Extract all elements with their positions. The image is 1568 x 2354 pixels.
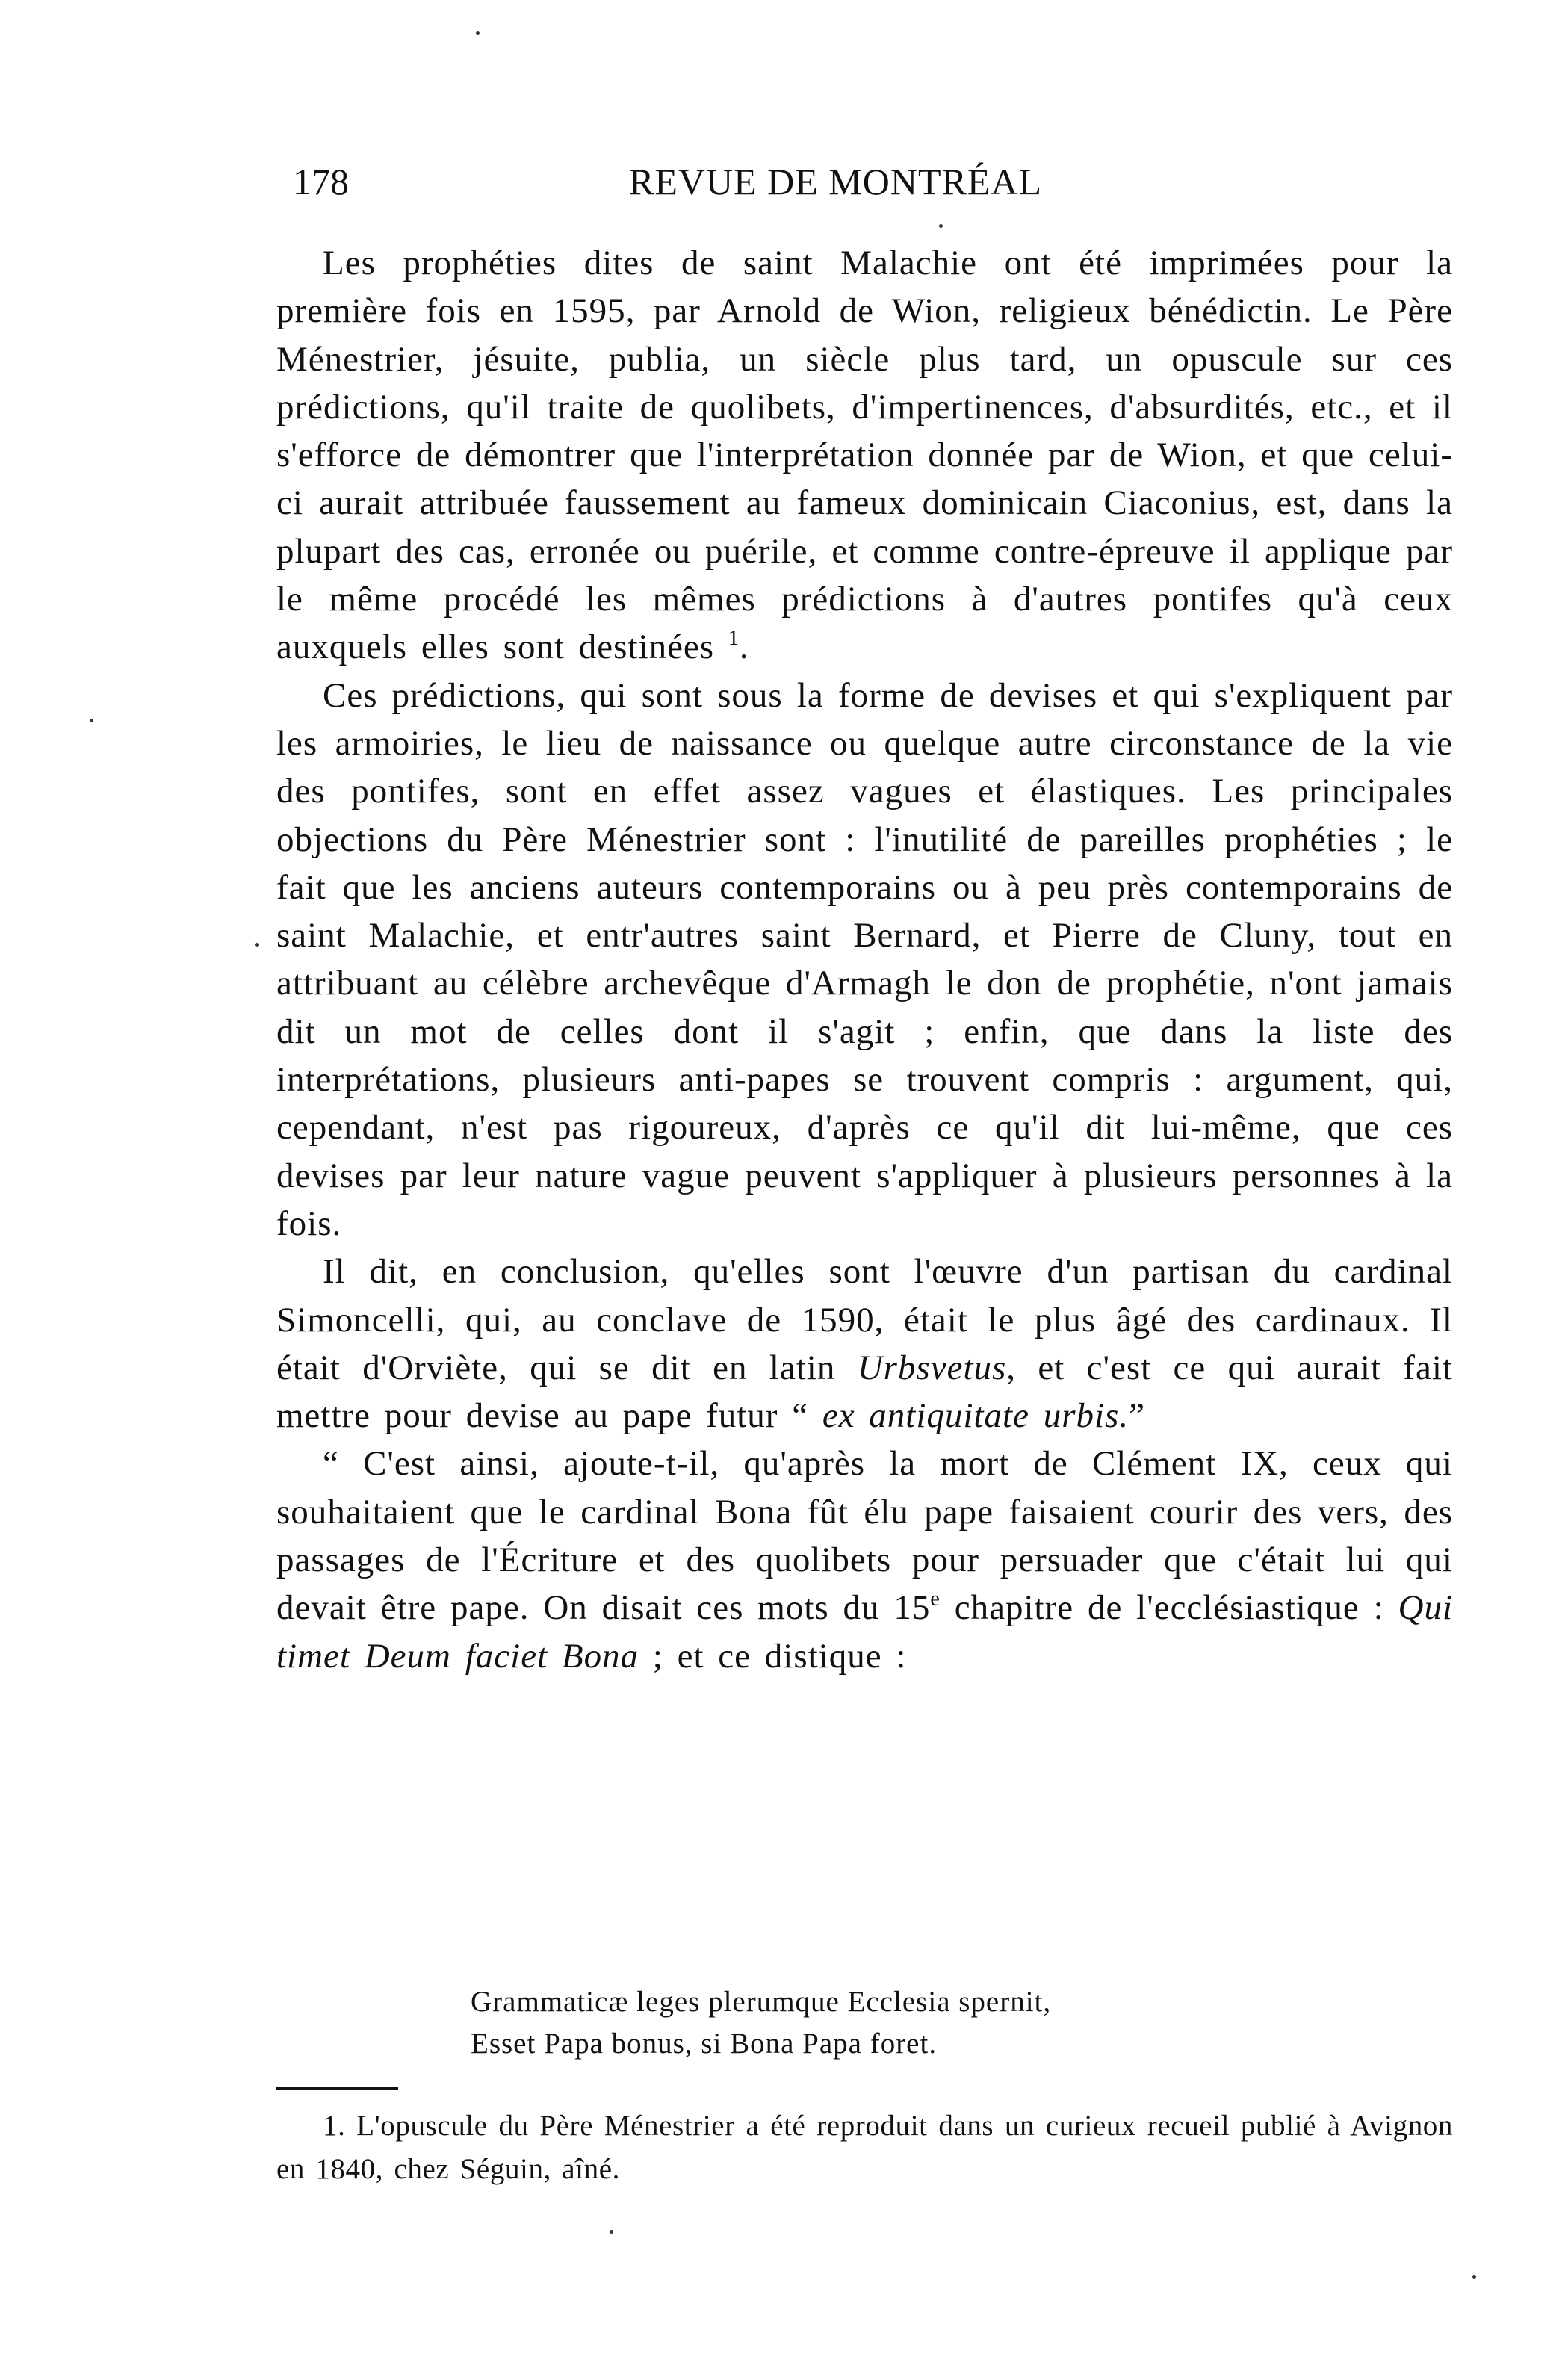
latin-device: ex antiquitate urbis.: [822, 1396, 1129, 1436]
paragraph-2: [276, 672, 1453, 1248]
verse-line-1: Grammaticæ leges plerumque Ecclesia spernit,: [471, 1986, 1052, 2018]
latin-term-urbsvetus: Urbsvetus: [857, 1348, 1007, 1387]
paragraph-3-text-after: ”: [1129, 1396, 1145, 1436]
paragraph-1-end: .: [739, 628, 749, 667]
page-header: [293, 155, 1144, 208]
paragraph-4-text-before: “ C'est ainsi, ajoute-t-il, qu'après la mort de Clément IX, ceux qui souhaitaient que le cardinal Bona fût élu pape faisaient courir des vers, des passages de l'Écriture et des quolibets pour persuader que c'était lui qui devait être pape. On disait ces mots du 15: [276, 1444, 1453, 1628]
paper-speck: [90, 719, 93, 722]
paper-speck: [939, 224, 943, 228]
footnote-reference: 1: [728, 627, 740, 651]
paragraph-3-text-middle: , et c'est ce qui aurait fait mettre pour devise au pape futur “: [276, 1348, 1453, 1436]
paragraph-4-text-middle: chapitre de l'ecclésiastique :: [940, 1588, 1398, 1628]
paper-speck: [255, 943, 259, 947]
page-number: 178: [293, 161, 349, 202]
footnote-text: . L'opuscule du Père Ménestrier a été reproduit dans un curieux recueil publié à Avignon en 1840, chez Séguin, aîné.: [276, 2110, 1453, 2185]
footnote-divider: [276, 2087, 398, 2090]
paragraph-4-text-after: ; et ce distique :: [639, 1636, 907, 1676]
footnote: [276, 2104, 1453, 2191]
running-title: REVUE DE MONTRÉAL: [629, 161, 1043, 202]
ordinal-superscript: e: [930, 1588, 941, 1611]
footnote-number: 1: [323, 2110, 338, 2142]
paper-speck: [476, 31, 480, 35]
paragraph-4: [276, 1440, 1453, 1679]
body-text: [276, 239, 1453, 1680]
latin-quotation: Qui timet Deum faciet Bona: [276, 1588, 1453, 1676]
paper-speck: [1472, 2275, 1476, 2279]
paragraph-2-text: Ces prédictions, qui sont sous la forme de devises et qui s'expliquent par les armoiries, le lieu de naissance ou quelque autre circonstance de la vie des pontifes, sont en effet assez vagues et élastiques. Les principales objections du Père Ménestrier sont : l'inutilité de pareilles prophéties ; le fait que les anciens auteurs contemporains ou à peu près contemporains de saint Malachie, et entr'autres saint Bernard, et Pierre de Cluny, tout en attribuant au célèbre archevêque d'Armagh le don de prophétie, n'ont jamais dit un mot de celles dont il s'agit ; enfin, que dans la liste des interprétations, plusieurs anti-papes se trouvent compris : argument, qui, cependant, n'est pas rigoureux, d'après ce qu'il dit lui-même, que ces devises par leur nature vague peuvent s'appliquer à plusieurs personnes à la fois.: [276, 675, 1453, 1243]
paragraph-1-text: Les prophéties dites de saint Malachie ont été imprimées pour la première fois en 1595, par Arnold de Wion, religieux bénédictin. Le Père Ménestrier, jésuite, publia, un siècle plus tard, un opuscule sur ces prédictions, qu'il traite de quolibets, d'impertinences, d'absurdités, etc., et il s'efforce de démontrer que l'interprétation donnée par de Wion, et que celui-ci aurait attribuée faussement au fameux dominicain Ciaconius, est, dans la plupart des cas, erronée ou puérile, et comme contre-épreuve il applique par le même procédé les mêmes prédictions à d'autres pontifes qu'à ceux auxquels elles sont destinées: [276, 244, 1453, 667]
paragraph-3: [276, 1248, 1453, 1440]
paragraph-3-text-before: Il dit, en conclusion, qu'elles sont l'œuvre d'un partisan du cardinal Simoncelli, qui, au conclave de 1590, était le plus âgé des cardinaux. Il était d'Orviète, qui se dit en latin: [276, 1252, 1453, 1387]
latin-distich: [471, 1981, 1255, 2065]
paragraph-1: [276, 239, 1453, 672]
verse-line-2: Esset Papa bonus, si Bona Papa foret.: [471, 2028, 938, 2060]
paper-speck: [610, 2230, 613, 2234]
